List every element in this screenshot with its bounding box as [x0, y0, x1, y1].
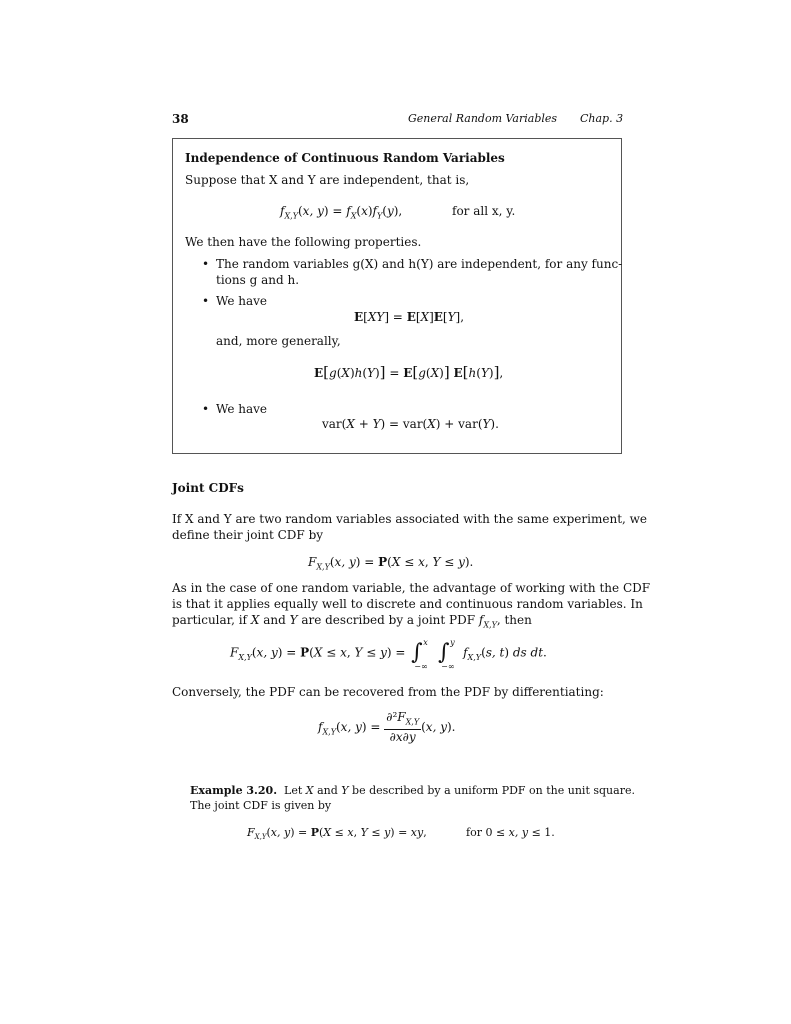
bullet-2-label: We have — [216, 294, 268, 308]
eq-independence-condition: for all x, y. — [452, 204, 516, 218]
para2-line3: particular, if X and Y are described by a joint PDF $f_{X,Y}$, then — [172, 613, 532, 630]
box-title: Independence of Continuous Random Variables — [185, 151, 505, 165]
example-eq-condition: for 0 ≤ x, y ≤ 1. — [466, 826, 555, 839]
bullet-1-marker: • — [202, 257, 210, 271]
example-line1: Example 3.20. Let X and Y be described by a uniform PDF on the unit square. — [190, 784, 635, 797]
running-title: General Random Variables — [408, 112, 558, 125]
example-eq: $F_{X,Y}(x$, y) = P(X ≤ x, Y ≤ y) = xy, — [247, 826, 427, 842]
box-intro: Suppose that X and Y are independent, that is, — [185, 173, 470, 187]
bullet-3-label: We have — [216, 402, 268, 416]
para2-line2: is that it applies equally well to discrete and continuous random variables. In — [172, 597, 643, 611]
eq-expectation: E[XY] = E[X]E[Y], — [354, 310, 465, 324]
para2-line1: As in the case of one random variable, the advantage of working with the CDF — [172, 581, 651, 595]
section-title: Joint CDFs — [172, 481, 244, 495]
box-properties-intro: We then have the following properties. — [185, 235, 422, 249]
page-number: 38 — [172, 112, 189, 126]
bullet-1-line2: tions g and h. — [216, 273, 300, 287]
para3: Conversely, the PDF can be recovered from the PDF by differentiating: — [172, 685, 604, 699]
para1-line2: define their joint CDF by — [172, 528, 324, 542]
bullet-2-marker: • — [202, 294, 210, 308]
example-line2: The joint CDF is given by — [190, 799, 332, 812]
eq-expectation-general: E[g(X)h(Y)] = E[g(X)] E[h(Y)], — [314, 363, 504, 381]
eq-joint-cdf: $F_{X,Y}(x$, y) = P(X ≤ x, Y ≤ y). — [308, 555, 474, 572]
bullet-3-marker: • — [202, 402, 210, 416]
bullet-1-line1: The random variables g(X) and h(Y) are independent, for any func- — [216, 257, 623, 271]
para1-line1: If X and Y are two random variables associated with the same experiment, we — [172, 512, 648, 526]
eq-independence: $f_{X,Y}(x$, $y) = f_X(x)f_Y(y)$, — [280, 204, 403, 221]
example-label: Example 3.20. — [190, 784, 278, 797]
eq-variance: var(X + Y) = var(X) + var(Y). — [322, 417, 499, 431]
eq-pdf-derivative: $f_{X,Y}(x$, y) = $\frac{\partial^2F_{X,Y}}{\partial x\partial y}$ (x, y). — [318, 710, 456, 745]
more-generally: and, more generally, — [216, 334, 341, 348]
eq-cdf-integral: $F_{X,Y}(x$, y) = P(X ≤ x, Y ≤ y) = ∫ x −∞ ∫ y −∞ $f_{X,Y}(s$, t) ds dt. — [230, 638, 547, 671]
chapter-label: Chap. 3 — [580, 112, 624, 125]
